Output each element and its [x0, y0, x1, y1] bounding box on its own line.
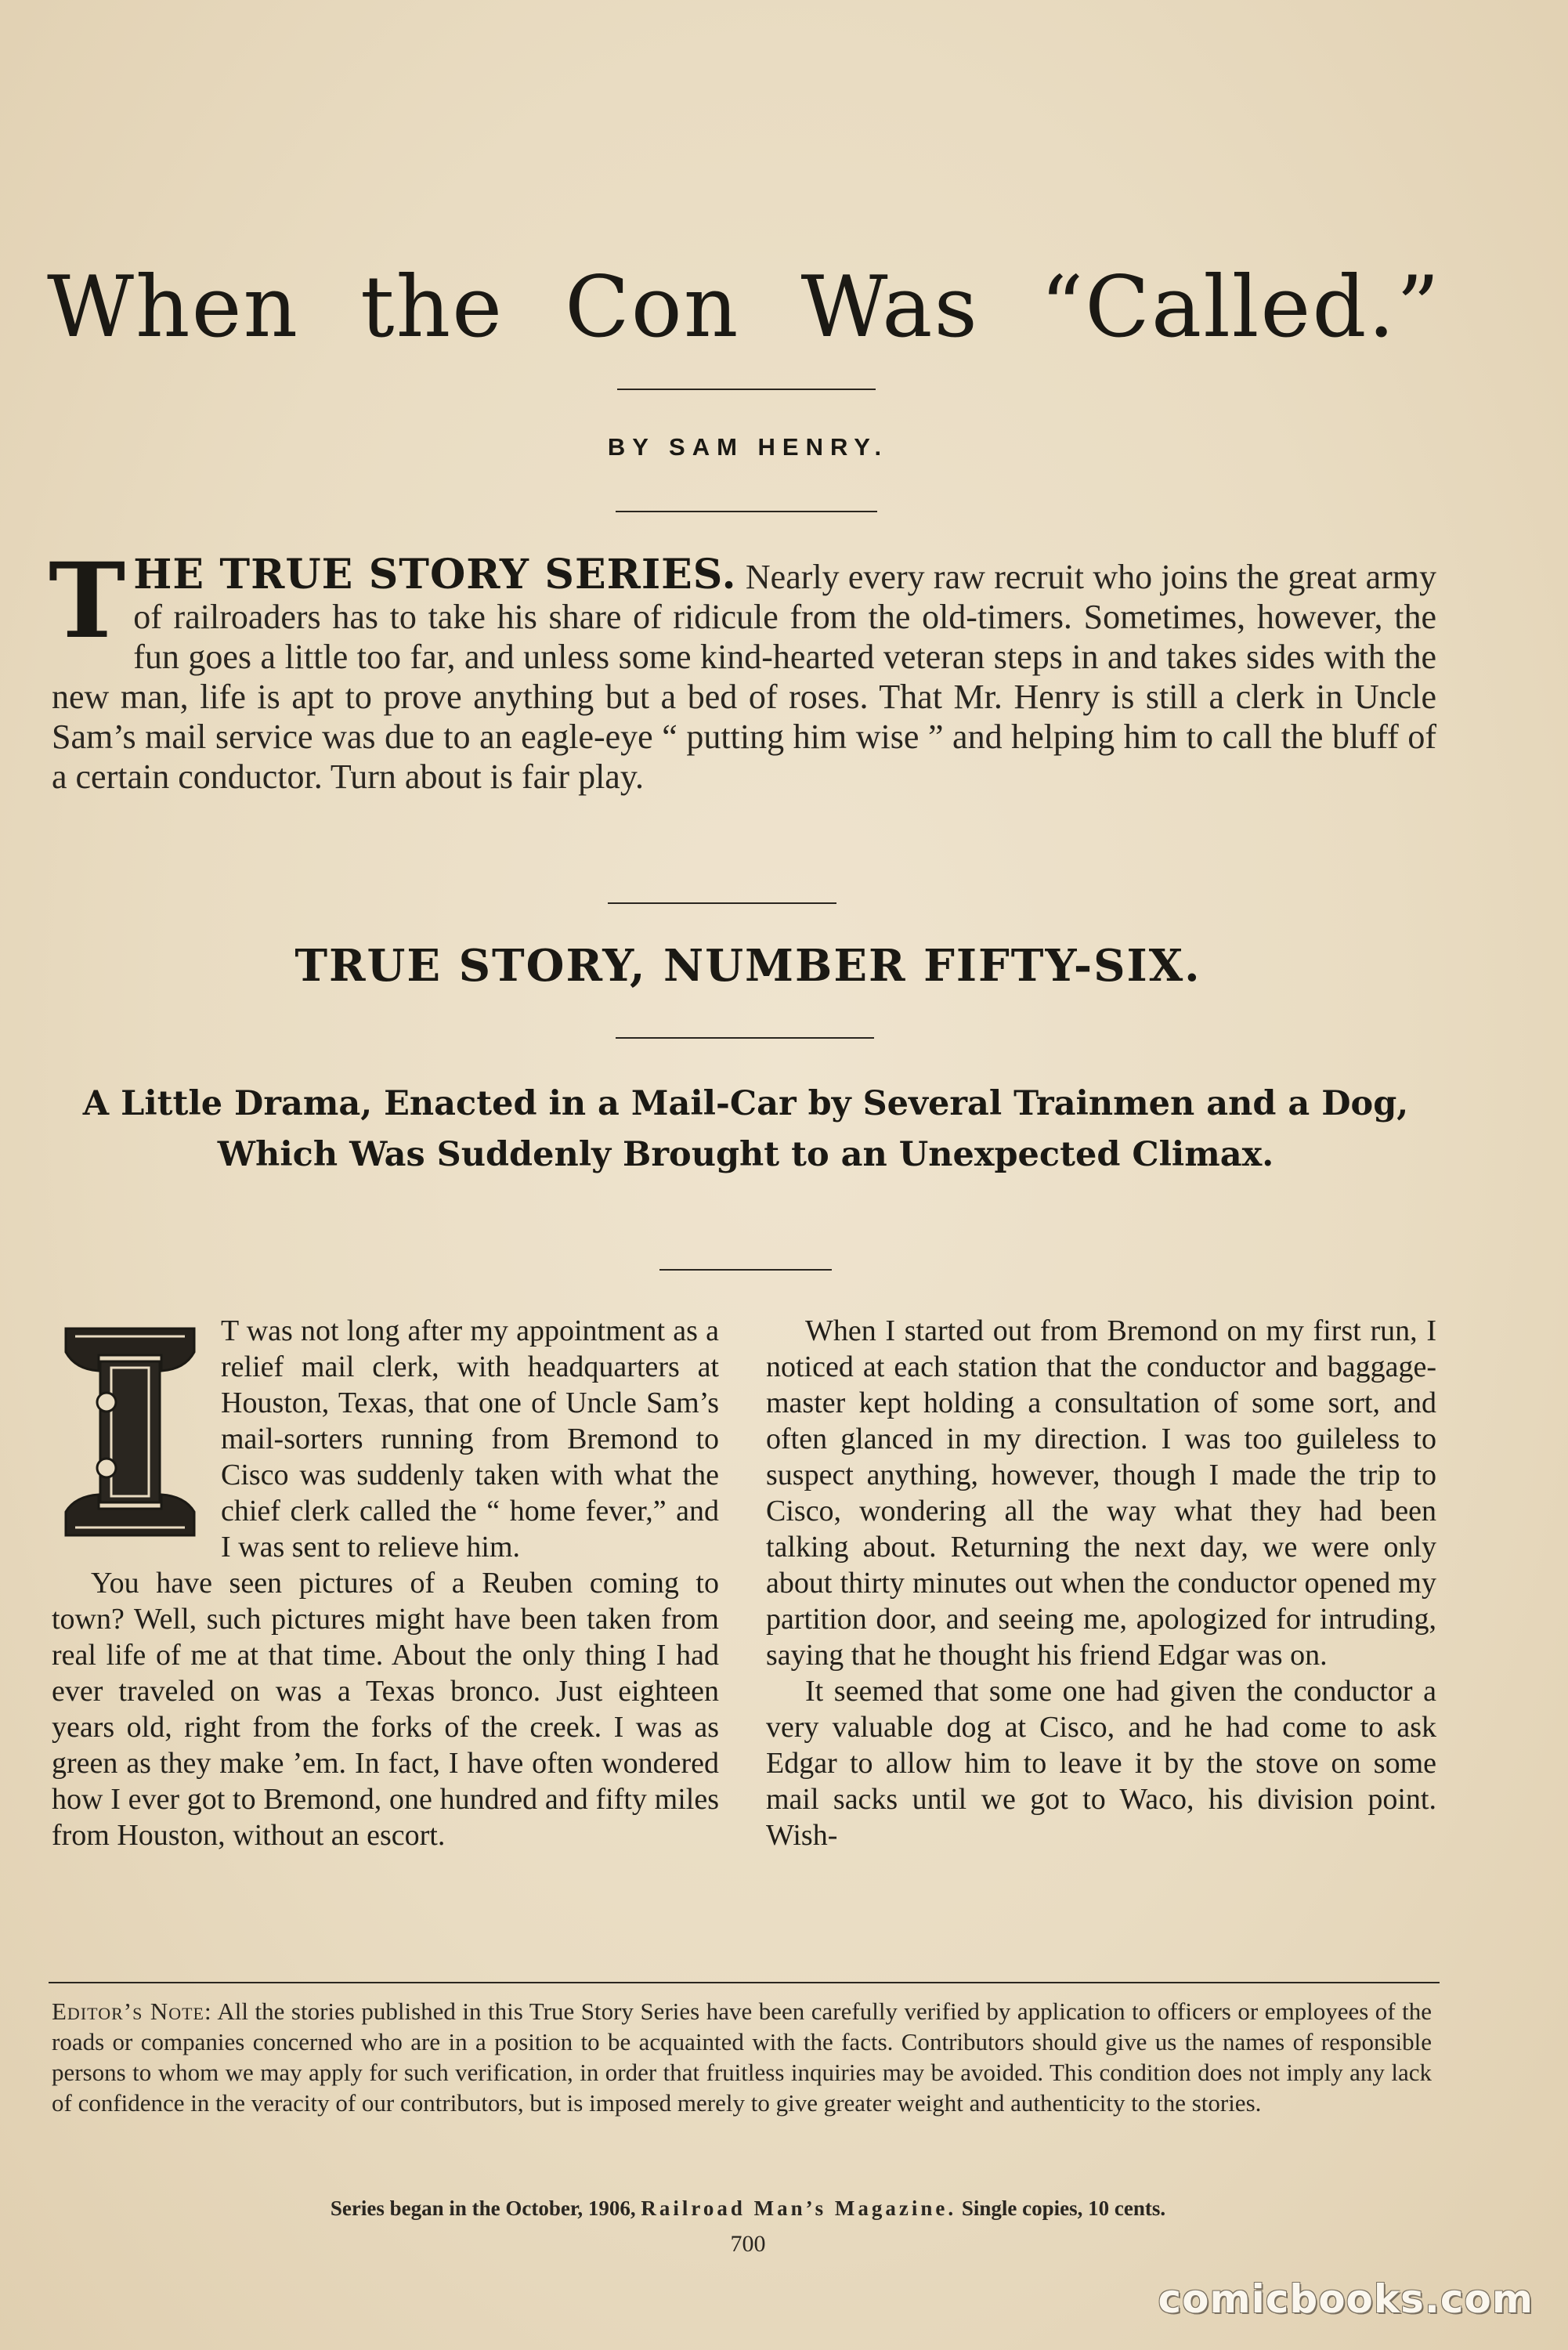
magazine-name: Railroad Man’s Magazine.	[641, 2196, 957, 2220]
editors-note	[52, 1996, 1432, 2118]
footnote-rule	[49, 1982, 1440, 1983]
story-title: When the Con Was “Called.”	[47, 258, 1441, 356]
intro-drop-letter: T	[49, 540, 126, 662]
ornamental-drop-cap-i	[52, 1314, 208, 1549]
editors-note-text: All the stories published in this True Story Series have been carefully verified by application to officers or employees of the roads or companies concerned who are in a position to be acquainted with the facts. Contributors should give us the names of responsible persons to whom we may apply for such verification, in order that fruitless inquiries may be avoided. This condition does not imply any lack of confidence in the veracity of our contributors, but is imposed merely to give greater weight and authenticity to the stories.	[52, 1998, 1432, 2117]
series-note	[0, 2196, 1496, 2221]
text-column-left	[52, 1313, 719, 1853]
divider-rule	[659, 1269, 832, 1271]
text-column-right	[766, 1313, 1436, 1853]
paragraph: When I started out from Bremond on my first run, I noticed at each station that the conductor and baggage-master kept holding a consultation of some sort, and often glanced in my direction. I was too guileless to suspect anything, however, though I made the trip to Cisco, wondering all the way what they had been talking about. Returning the next day, we were only about thirty minutes out when the conductor opened my partition door, and seeing me, apologized for intruding, saying that he thought his friend Edgar was on.	[766, 1314, 1436, 1672]
byline: BY SAM HENRY.	[607, 433, 889, 461]
paragraph: It seemed that some one had given the conductor a very valuable dog at Cisco, and he had come to ask Edgar to allow him to leave it by the stove on some mail sacks until we got to Waco, his division point. Wish-	[766, 1675, 1436, 1852]
divider-rule	[616, 1037, 874, 1039]
series-intro	[49, 540, 1436, 797]
divider-rule	[617, 389, 876, 390]
paragraph: T was not long after my appointment as a relief mail clerk, with headquarters at Houston, Texas, that one of Uncle Sam’s mail-sorters running from Bremond to Cisco was suddenly taken with what the chief clerk called the “ home fever,” and I was sent to relieve him.	[221, 1314, 719, 1564]
intro-text: Nearly every raw recruit who joins the great army of railroaders has to take his share of ridicule from the old-timers. Sometimes, however, the fun goes a little too far, and unless some kind-hearted veteran steps in and takes sides with the new man, life is apt to prove anything but a bed of roses. That Mr. Henry is still a clerk in Uncle Sam’s mail service was due to an eagle-eye “ putting him wise ” and helping him to call the bluff of a certain conductor. Turn about is fair play.	[52, 558, 1436, 796]
divider-rule	[616, 511, 877, 512]
series-note-price: Single copies, 10 cents.	[956, 2196, 1166, 2220]
story-number: TRUE STORY, NUMBER FIFTY-SIX.	[294, 940, 1201, 992]
editors-note-label: Editor’s Note:	[52, 1998, 212, 2025]
page-number: 700	[730, 2231, 766, 2257]
series-note-text: Series began in the October, 1906,	[330, 2196, 641, 2220]
paragraph: You have seen pictures of a Reuben coming to town? Well, such pictures might have been taken from real life of me at that time. About the only thing I had ever traveled on was a Texas bronco. Just eighteen years old, right from the forks of the creek. I was as green as they make ’em. In fact, I have often wondered how I ever got to Bremond, one hundred and fifty miles from Houston, without an escort.	[52, 1567, 719, 1852]
watermark-logo: comicbooks.com	[1158, 2276, 1534, 2322]
story-subtitle: A Little Drama, Enacted in a Mail-Car by Several Trainmen and a Dog, Which Was Suddenly Brought to an Unexpected Climax.	[82, 1084, 1409, 1174]
series-heading: HE TRUE STORY SERIES.	[133, 551, 737, 598]
divider-rule	[608, 902, 836, 904]
